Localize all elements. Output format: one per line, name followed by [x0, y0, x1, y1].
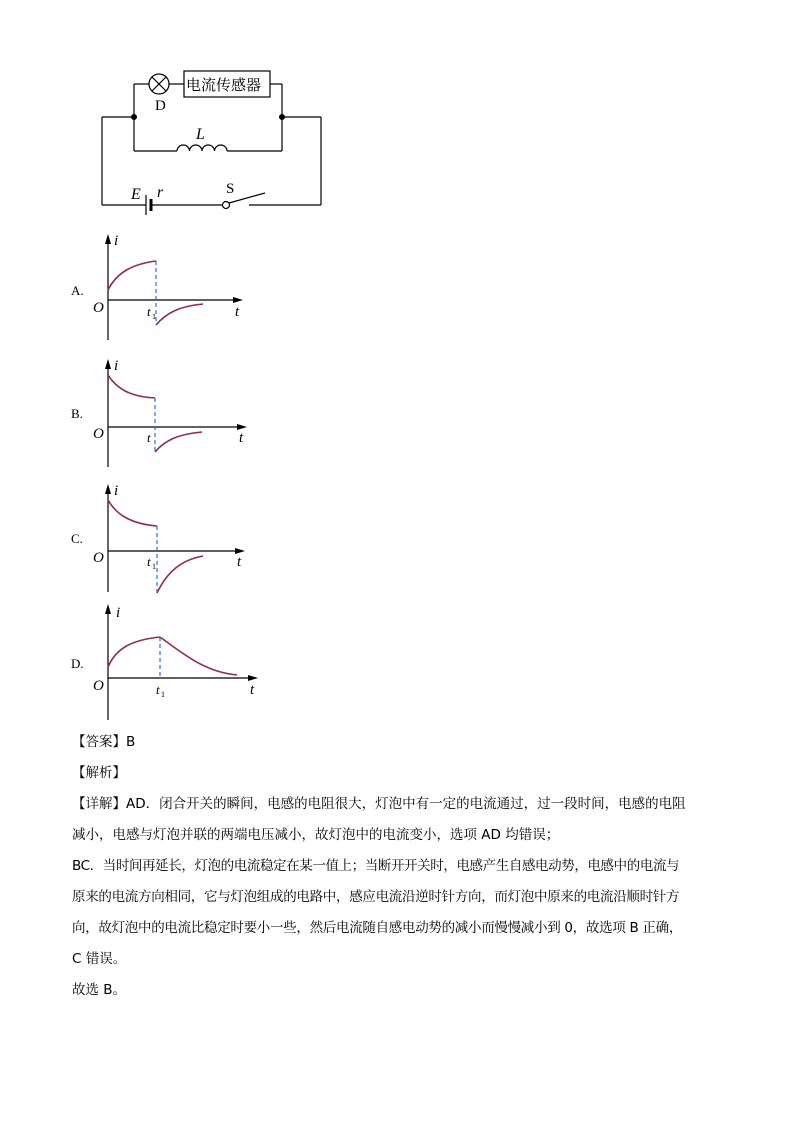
answer-block — [72, 727, 732, 1006]
origin-label: O — [93, 300, 104, 316]
axis-t-label: t — [250, 682, 255, 698]
curve-negative-decay — [157, 556, 203, 593]
axis-i-label: i — [114, 483, 119, 499]
inductor-coil-icon — [177, 145, 227, 151]
analysis-p2-line3: 向，故灯泡中的电流比稳定时要小一些，然后电流随自感电动势的减小而慢慢减小到 0，故选项 B 正确， — [72, 920, 683, 936]
axis-i-label: i — [114, 358, 119, 374]
analysis-conclusion: 故选 B。 — [72, 982, 127, 998]
x-axis-arrow-icon — [248, 675, 258, 681]
analysis-p2-line1: BC．当时间再延长，灯泡的电流稳定在某一值上；当断开开关时，电感产生自感电动势，电感中的电流与 — [72, 858, 680, 874]
resistance-label: r — [157, 184, 164, 201]
t1-label: t — [147, 430, 151, 445]
circuit-diagram — [0, 0, 794, 215]
axis-i-label: i — [116, 605, 121, 621]
emf-label: E — [131, 186, 141, 203]
analysis-tag: 【解析】 — [72, 765, 126, 781]
option-c-graph — [85, 480, 265, 600]
option-c-letter[interactable]: C. — [71, 531, 83, 546]
switch-label: S — [226, 181, 235, 197]
detail-tag: 【详解】 — [72, 796, 126, 812]
switch-blade — [229, 193, 265, 203]
analysis-p2-line4: C 错误。 — [72, 951, 127, 967]
lamp-label: D — [155, 98, 166, 114]
x-axis-arrow-icon — [233, 297, 243, 303]
t1-label: t — [147, 554, 151, 569]
junction-left — [131, 114, 137, 120]
curve-decaying — [160, 637, 237, 675]
curve-negative-decay — [156, 304, 203, 325]
y-axis-arrow-icon — [105, 604, 111, 614]
y-axis-arrow-icon — [105, 234, 111, 244]
sensor-label: 电流传感器 — [186, 78, 262, 94]
axis-t-label: t — [239, 430, 244, 446]
analysis-p2-line2: 原来的电流方向相同，它与灯泡组成的电路中，感应电流沿逆时针方向，而灯泡中原来的电流沿顺时针方 — [72, 889, 680, 905]
option-b-graph — [85, 355, 265, 470]
curve-rising — [108, 637, 160, 667]
answer-value: B — [126, 734, 136, 750]
curve-negative-decay — [155, 432, 202, 452]
axis-t-label: t — [237, 554, 242, 570]
option-b-letter[interactable]: B. — [71, 406, 83, 421]
origin-label: O — [93, 678, 104, 694]
inductor-label: L — [196, 126, 205, 143]
axis-t-label: t — [235, 304, 240, 320]
t1-label: t — [147, 304, 151, 319]
t1-subscript: 1 — [152, 312, 156, 321]
axis-i-label: i — [114, 233, 119, 249]
y-axis-arrow-icon — [105, 484, 111, 494]
y-axis-arrow-icon — [105, 359, 111, 369]
option-a-letter[interactable]: A. — [71, 283, 84, 298]
analysis-p1-line2: 减小，电感与灯泡并联的两端电压减小，故灯泡中的电流变小，选项 AD 均错误； — [72, 827, 560, 843]
analysis-p1-line1: AD．闭合开关的瞬间，电感的电阻很大，灯泡中有一定的电流通过，过一段时间，电感的电阻 — [126, 796, 686, 812]
t1-subscript: 1 — [161, 690, 165, 699]
option-a-graph — [85, 230, 265, 345]
t1-subscript: 1 — [152, 562, 156, 571]
option-d-letter[interactable]: D. — [71, 656, 84, 671]
junction-right — [279, 114, 285, 120]
switch-contact-icon — [223, 202, 230, 209]
curve-decaying — [108, 500, 157, 526]
answer-tag: 【答案】 — [72, 734, 126, 750]
option-d-graph — [85, 600, 275, 725]
curve-decaying — [108, 375, 155, 398]
t1-label: t — [156, 682, 160, 697]
origin-label: O — [93, 426, 104, 442]
curve-rising — [108, 261, 156, 290]
origin-label: O — [93, 550, 104, 566]
